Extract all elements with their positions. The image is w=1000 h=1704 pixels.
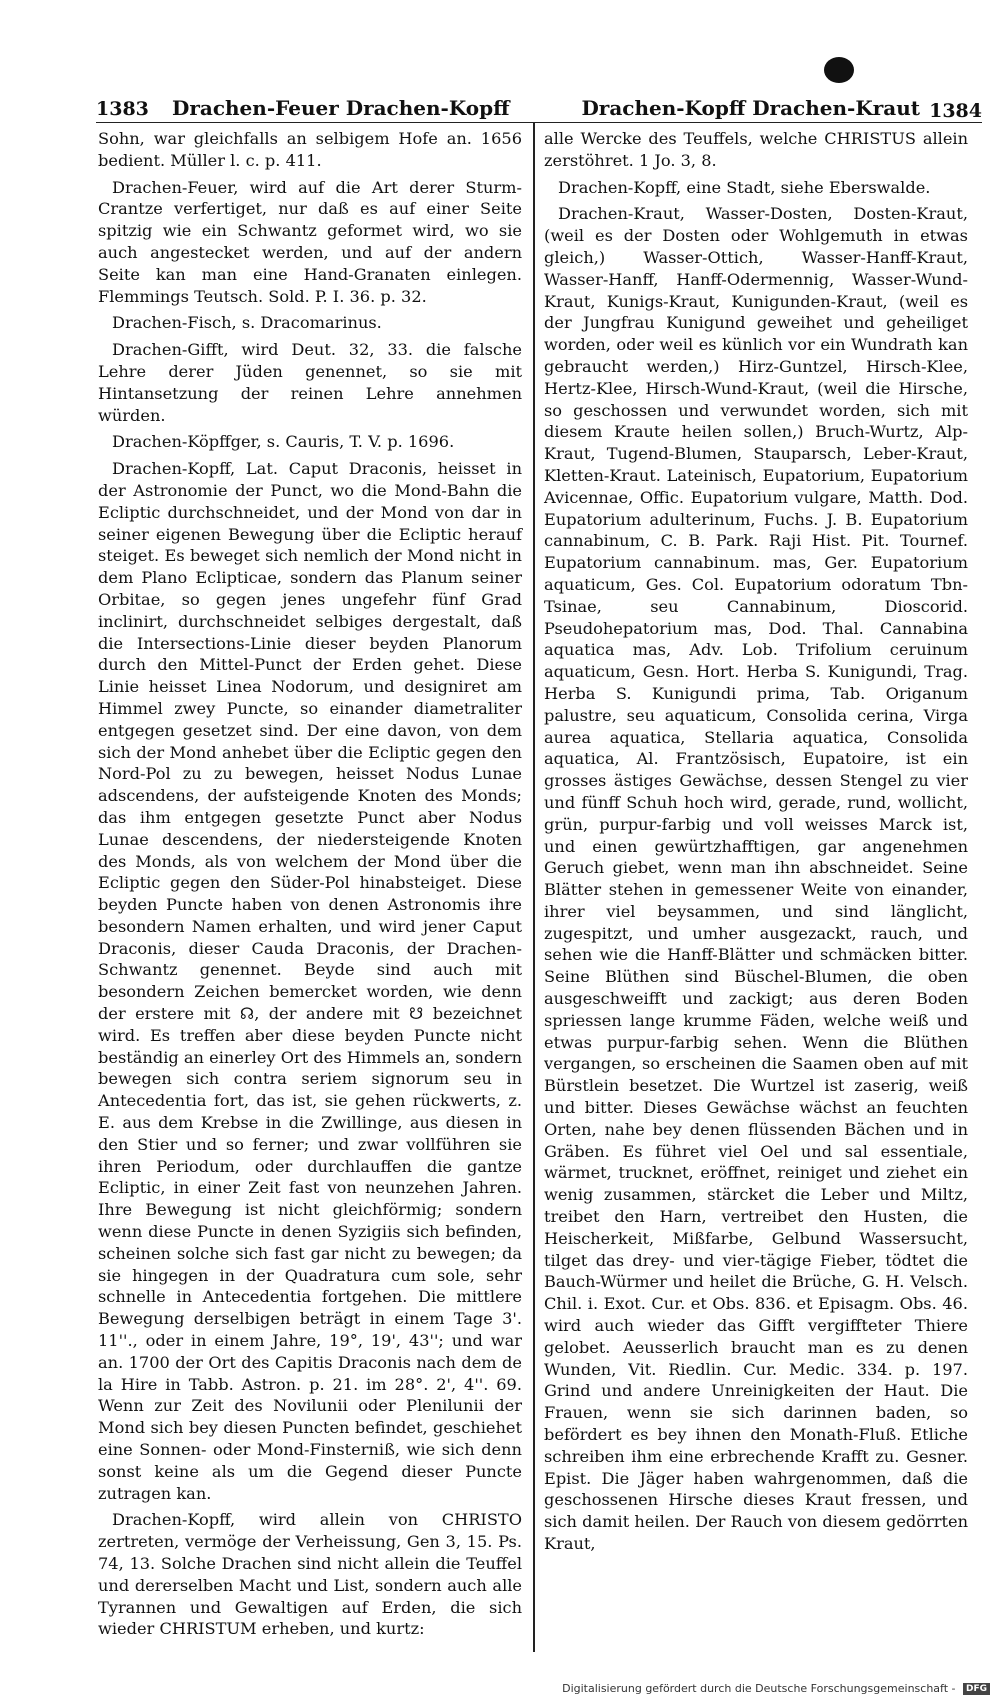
dictionary-entry: Drachen-Kraut, Wasser-Dosten, Dosten-Kraut, (weil es der Dosten oder Wohlgemuth in etwas gleich,) Wasser-Ottich, Wasser-Hanff-Kraut, Wasser-Hanff, Hanff-Odermennig, Wasser-Wund-Kraut, Kunigs-Kraut, Kunigunden-Kraut, (weil es der Jungfrau Kunigund geweihet und geheiliget worden, oder weil es künlich vor ein Wundrath kan gebraucht werden,) Hirz-Guntzel, Hirsch-Klee, Hertz-Klee, Hirsch-Wund-Kraut, (weil die Hirsche, so geschossen und verwundet worden, sich mit diesem Kraute heilen sollen,) Bruch-Wurtz, Alp-Kraut, Tugend-Blumen, Stauparsch, Leber-Kraut, Kletten-Kraut. Lateinisch, Eupatorium, Eupatorium Avicennae, Offic. Eupatorium vulgare, Matth. Dod. Eupatorium adulterinum, Fuchs. J. B. Eupatorium cannabinum, C. B. Park. Raji Hist. Pit. Tournef. Eupatorium cannabinum. mas, Ger. Eupatorium aquaticum, Ges. Col. Eupatorium odoratum Tbn-Tsinae, seu Cannabinum, Dioscorid. Pseudohepatorium mas, Dod. Thal. Cannabina aquatica mas, Adv. Lob. Trifolium ceruinum aquaticum, Gesn. Hort. Herba S. Kunigundi, Trag. Herba S. Kunigundi prima, Tab. Origanum palustre, seu aquaticum, Consolida cerina, Virga aurea aquatica, Stellaria aquatica, Consolida aquatica, Al. Frantzösisch, Eupatoire, ist ein grosses ästiges Gewächse, dessen Stengel zu vier und fünff Schuh hoch wird, gerade, rund, wollicht, grün, purpur-farbig und voll weisses Marck ist, und einen gewürtzhafftigen, gar angenehmen Geruch giebet, wenn man ihn abschneidet. Seine Blätter stehen in gemessener Weite von einander, ihrer viel beysammen, und sind länglicht, zugespitzt, und umher ausgezackt, rauch, und sehen wie die Hanff-Blätter und schmäcken bitter. Seine Blüthen sind Büschel-Blumen, die oben ausgeschweifft und zackigt; aus deren Boden spriessen lange krumme Fäden, welche weiß und etwas purpur-farbig sehen. Wenn die Blüthen vergangen, so erscheinen die Saamen oben auf mit Bürstlein besetzet. Die Wurtzel ist zaserig, weiß und bitter. Dieses Gewächse wächst an feuchten Orten, nahe bey denen flüssenden Bächen und in Gräben. Es führet viel Oel und sal essentiale, wärmet, trucknet, eröffnet, reiniget und ziehet ein wenig zusammen, stärcket die Leber und Miltz, treibet den Harn, vertreibet den Husten, die Heischerkeit, Mißfarbe, Gelbund Wassersucht, tilget das drey- und vier-tägige Fieber, tödtet die Bauch-Würmer und heilet die Brüche, G. H. Velsch. Chil. i. Exot. Cur. et Obs. 836. et Episagm. Obs. 46. wird auch wieder das Gifft vergiffteter Thiere gelobet. Aeusserlich braucht man es zu denen Wunden, Vit. Riedlin. Cur. Medic. 334. p. 197. Grind und andere Unreinigkeiten der Haut. Die Frauen, wenn sie sich darinnen baden, so befördert es bey ihnen den Monath-Fluß. Etliche schreiben ihm eine erbrechende Krafft zu. Gesner. Epist. Die Jäger haben wahrgenommen, daß die geschossenen Hirsche dieses Kraut fressen, und sich damit heilen. Der Rauch von diesem gedörrten Kraut, [544, 204, 968, 1553]
running-head-right: Drachen-Kopff Drachen-Kraut [581, 96, 920, 120]
page-number-right: 1384 [929, 100, 982, 122]
footer-credit-text: Digitalisierung gefördert durch die Deutsche Forschungsgemeinschaft - [562, 1682, 956, 1695]
ink-blot [824, 57, 854, 83]
dictionary-entry: alle Wercke des Teuffels, welche CHRISTUS allein zerstöhret. 1 Jo. 3, 8. [544, 129, 968, 170]
dictionary-entry: Drachen-Feuer, wird auf die Art derer Sturm-Crantze verfertiget, nur daß es auf einer Seite spitzig wie ein Schwantz geformet wird, wo sie auch angestecket werden, und auf der andern Seite kan man eine Hand-Granaten einlegen. Flemmings Teutsch. Sold. P. I. 36. p. 32. [98, 177, 522, 306]
dictionary-entry: Drachen-Gifft, wird Deut. 32, 33. die falsche Lehre derer Jüden genennet, so sie mit Hintansetzung der reinen Lehre annehmen würden. [98, 340, 522, 425]
footer-credit [562, 1682, 990, 1695]
left-column [98, 128, 522, 1645]
dictionary-entry: Drachen-Kopff, eine Stadt, siehe Eberswalde. [558, 177, 931, 197]
dictionary-entry: Drachen-Kopff, Lat. Caput Draconis, heisset in der Astronomie der Punct, wo die Mond-Bahn die Ecliptic durchschneidet, und der Mond von dar in seiner eigenen Bewegung über die Ecliptic herauf steiget. Es beweget sich nemlich der Mond nicht in dem Plano Eclipticae, sondern das Planum seiner Orbitae, so gegen jenes ungefehr fünf Grad inclinirt, durchschneidet selbiges dergestalt, daß die Intersections-Linie dieser beyden Planorum durch den Mittel-Punct der Erden gehet. Diese Linie heisset Linea Nodorum, und designiret am Himmel zwey Puncte, so einander diametraliter entgegen gesetzet sind. Der eine davon, von dem sich der Mond anhebet über die Ecliptic gegen den Nord-Pol zu zu bewegen, heisset Nodus Lunae adscendens, der aufsteigende Knoten des Monds; das ihm entgegen gesetzte Punct aber Nodus Lunae descendens, der niedersteigende Knoten des Monds, als von welchem der Mond über die Ecliptic gegen den Süder-Pol hinabsteiget. Diese beyden Puncte haben von denen Astronomis ihre besondern Namen erhalten, und wird jener Caput Draconis, dieser Cauda Draconis, der Drachen-Schwantz genennet. Beyde sind auch mit besondern Zeichen bemercket worden, wie denn der erstere mit ☊, der andere mit ☋ bezeichnet wird. Es treffen aber diese beyden Puncte nicht beständig an einerley Ort des Himmels an, sondern bewegen sich contra seriem signorum seu in Antecedentia fort, das ist, sie gehen rückwerts, z. E. aus dem Krebse in die Zwillinge, aus diesen in den Stier und so ferner; und zwar vollführen sie ihren Periodum, oder durchlauffen die gantze Ecliptic, in einer Zeit fast von neunzehen Jahren. Ihre Bewegung ist nicht gleichförmig; sondern wenn diese Puncte in denen Syzigiis sich befinden, scheinen solche sich fast gar nicht zu bewegen; da sie hingegen in der Quadratura cum sole, sehr schnelle in Antecedentia fortgehen. Die mittlere Bewegung derselbigen beträgt in einem Tage 3'. 11''., oder in einem Jahre, 19°, 19', 43''; und war an. 1700 der Ort des Capitis Draconis nach dem de la Hire in Tabb. Astron. p. 21. im 28°. 2', 4''. 69. Wenn zur Zeit des Novilunii oder Plenilunii der Mond sich bey diesen Puncten befindet, geschiehet eine Sonnen- oder Mond-Finsterniß, wie sich denn sonst keine als um die Gegend dieser Puncte zutragen kan. [98, 459, 522, 1503]
header-rule [96, 122, 982, 123]
page-header [96, 92, 982, 126]
running-head-left: Drachen-Feuer Drachen-Kopff [172, 96, 510, 120]
dictionary-entry: Sohn, war gleichfalls an selbigem Hofe an. 1656 bedient. Müller l. c. p. 411. [98, 129, 522, 170]
dfg-logo: DFG [963, 1683, 990, 1695]
dictionary-entry: Drachen-Köpffger, s. Cauris, T. V. p. 1696. [112, 432, 455, 452]
dictionary-entry: Drachen-Kopff, wird allein von CHRISTO zertreten, vermöge der Verheissung, Gen 3, 15. Ps. 74, 13. Solche Drachen sind nicht allein die Teuffel und dererselben Macht und List, sondern auch alle Tyrannen und Gewaltigen auf Erden, die sich wieder CHRISTUM erheben, und kurtz: [98, 1510, 522, 1639]
dictionary-entry: Drachen-Fisch, s. Dracomarinus. [112, 313, 382, 333]
right-column [544, 128, 968, 1560]
column-divider [533, 122, 535, 1652]
page-number-left: 1383 [96, 98, 149, 120]
